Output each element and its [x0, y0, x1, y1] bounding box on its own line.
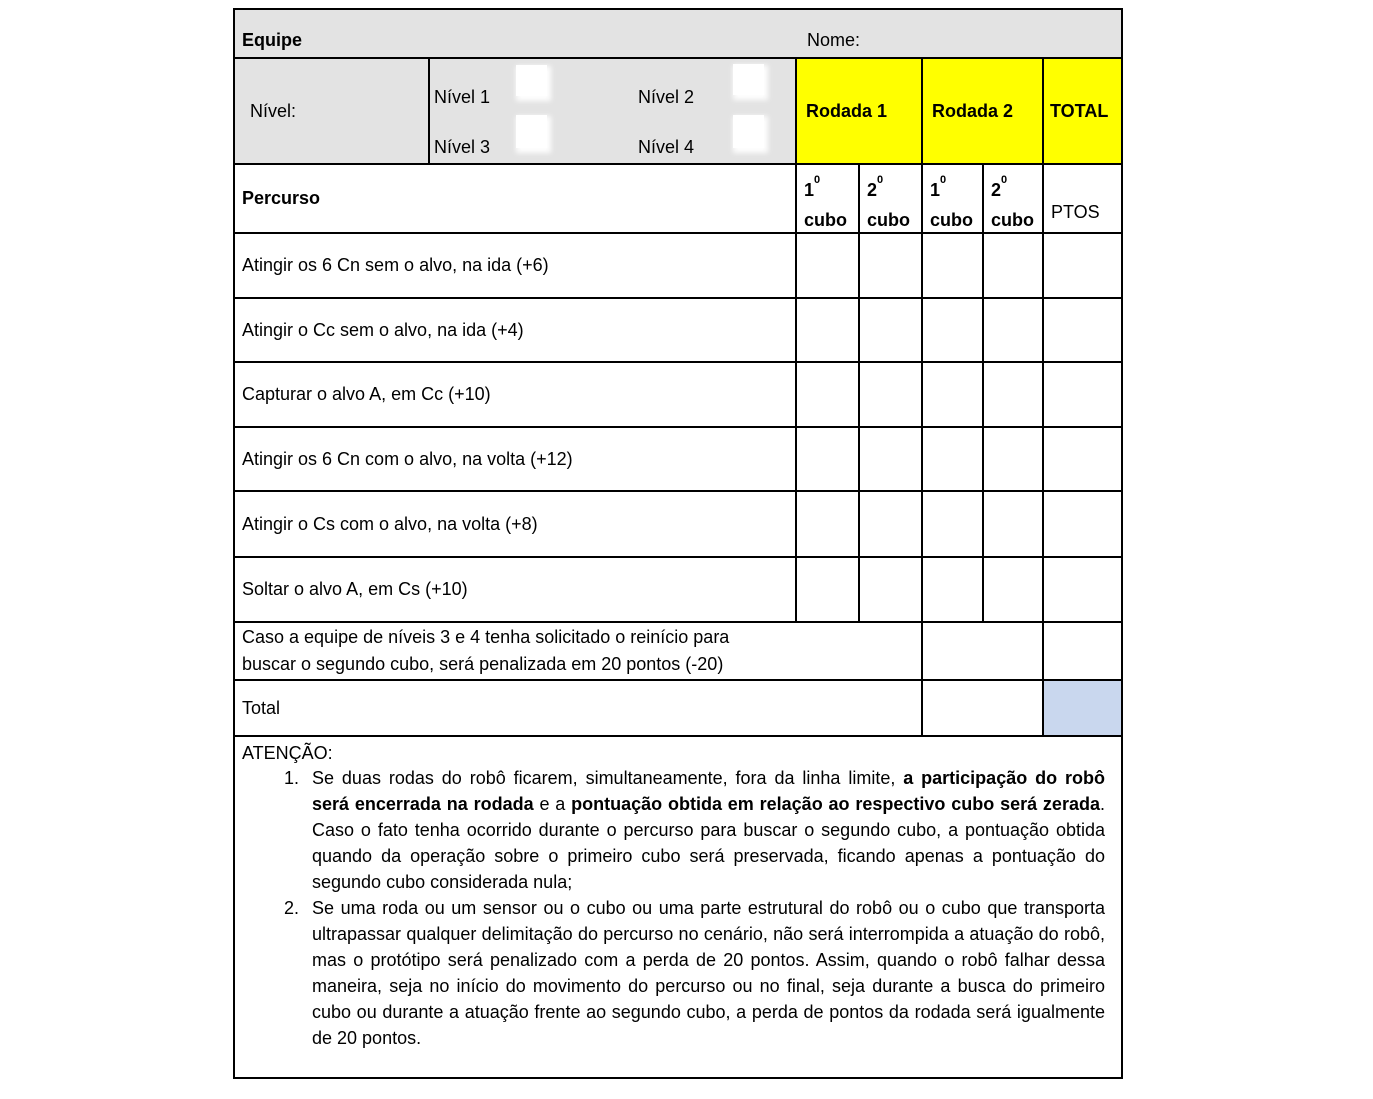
nivel-1-checkbox[interactable]	[516, 65, 547, 96]
cube-1-r2-header: $1^0$ cubo	[923, 165, 984, 232]
score-cell[interactable]	[797, 234, 860, 297]
task-row	[235, 234, 1121, 299]
ptos-cell[interactable]	[1044, 492, 1121, 556]
penalty-row	[235, 623, 1121, 681]
score-cell[interactable]	[984, 428, 1044, 490]
task-row	[235, 492, 1121, 558]
ptos-cell[interactable]	[1044, 363, 1121, 426]
score-cell[interactable]	[923, 428, 984, 490]
task-row	[235, 428, 1121, 492]
attention-item-number: 2.	[284, 898, 300, 918]
team-header-row	[235, 10, 1121, 59]
attention-title: ATENÇÃO:	[242, 743, 333, 763]
score-cell[interactable]	[797, 558, 860, 621]
score-cell[interactable]	[860, 428, 923, 490]
penalty-ptos-cell[interactable]	[1044, 623, 1121, 679]
cube-2-r2-header: $2^0$ cubo	[984, 165, 1044, 232]
attention-item-text: Se uma roda ou um sensor ou o cubo ou uma parte estrutural do robô ou o cubo que transporta ultrapassar qualquer delimitação do percurso no cenário, não será interrompida a atuação do robô, mas o protótipo será penalizado com a perda de 20 pontos. Assim, quando o robô falhar dessa maneira, seja no início do movimento do percurso ou no final, seja durante a busca do primeiro cubo ou durante a atuação frente ao segundo cubo, a perda de pontos da rodada será igualmente de 20 pontos.	[312, 898, 1105, 1048]
ptos-cell[interactable]	[1044, 558, 1121, 621]
rodada-2-header: Rodada 2	[923, 59, 1044, 163]
nome-label: Nome:	[807, 30, 861, 50]
score-cell[interactable]	[860, 492, 923, 556]
ptos-cell[interactable]	[1044, 234, 1121, 297]
task-row	[235, 363, 1121, 428]
task-label: Capturar o alvo A, em Cc (+10)	[235, 363, 797, 426]
nivel-label: Nível:	[250, 100, 297, 121]
task-label: Atingir os 6 Cn com o alvo, na volta (+12)	[235, 428, 797, 490]
attention-item-text: Se duas rodas do robô ficarem, simultaneamente, fora da linha limite, a participação do robô será encerrada na rodada e a pontuação obtida em relação ao respectivo cubo será zerada. Caso o fato tenha ocorrido durante o percurso para buscar o segundo cubo, a pontuação obtida quando da operação sobre o primeiro cubo será preservada, ficando apenas a pontuação do segundo cubo considerada nula;	[312, 768, 1105, 892]
attention-item-number: 1.	[284, 768, 300, 788]
nivel-cell	[235, 59, 430, 163]
cube-1-r1-header: $1^0$ cubo	[797, 165, 860, 232]
score-cell[interactable]	[984, 363, 1044, 426]
score-cell[interactable]	[923, 492, 984, 556]
score-cell[interactable]	[797, 428, 860, 490]
nivel-4-label: Nível 4	[638, 137, 695, 157]
task-row	[235, 299, 1121, 363]
score-cell[interactable]	[860, 234, 923, 297]
score-cell[interactable]	[860, 558, 923, 621]
rodada-1-header: Rodada 1	[797, 59, 923, 163]
score-cell[interactable]	[984, 234, 1044, 297]
task-label: Atingir o Cs com o alvo, na volta (+8)	[235, 492, 797, 556]
task-row	[235, 558, 1121, 623]
level-checkbox-area	[430, 59, 797, 163]
task-label: Soltar o alvo A, em Cs (+10)	[235, 558, 797, 621]
nivel-2-checkbox[interactable]	[733, 64, 764, 95]
level-header-row	[235, 59, 1121, 165]
nivel-3-label: Nível 3	[434, 137, 491, 157]
score-cell[interactable]	[923, 299, 984, 361]
attention-item-1	[235, 765, 1121, 895]
score-cell[interactable]	[984, 299, 1044, 361]
score-cell[interactable]	[860, 299, 923, 361]
score-cell[interactable]	[923, 558, 984, 621]
percurso-header: Percurso	[235, 165, 797, 232]
ptos-header: PTOS	[1051, 202, 1100, 222]
ptos-cell[interactable]	[1044, 299, 1121, 361]
score-cell[interactable]	[923, 363, 984, 426]
score-cell[interactable]	[797, 299, 860, 361]
grand-total-cell[interactable]	[1044, 681, 1121, 735]
total-score-cell[interactable]	[923, 681, 1044, 735]
nivel-1-label: Nível 1	[434, 87, 491, 107]
attention-item-2	[235, 895, 1121, 1051]
score-cell[interactable]	[923, 234, 984, 297]
score-cell[interactable]	[984, 492, 1044, 556]
cube-2-r1-header: $2^0$ cubo	[860, 165, 923, 232]
task-label: Atingir os 6 Cn sem o alvo, na ida (+6)	[235, 234, 797, 297]
score-cell[interactable]	[860, 363, 923, 426]
task-label: Atingir o Cc sem o alvo, na ida (+4)	[235, 299, 797, 361]
equipe-label: Equipe	[242, 30, 303, 50]
score-cell[interactable]	[797, 492, 860, 556]
column-header-row	[235, 165, 1121, 234]
penalty-label: Caso a equipe de níveis 3 e 4 tenha solicitado o reinício para buscar o segundo cubo, será penalizada em 20 pontos (-20)	[235, 623, 923, 679]
penalty-score-cell[interactable]	[923, 623, 1044, 679]
score-cell[interactable]	[984, 558, 1044, 621]
nivel-4-checkbox[interactable]	[733, 115, 764, 148]
score-sheet	[233, 8, 1123, 1079]
total-column-header: TOTAL	[1044, 59, 1121, 163]
total-row	[235, 681, 1121, 737]
attention-section	[235, 737, 1121, 1077]
total-label: Total	[235, 681, 923, 735]
nivel-2-label: Nível 2	[638, 87, 695, 107]
nivel-3-checkbox[interactable]	[516, 115, 547, 148]
score-cell[interactable]	[797, 363, 860, 426]
ptos-cell[interactable]	[1044, 428, 1121, 490]
